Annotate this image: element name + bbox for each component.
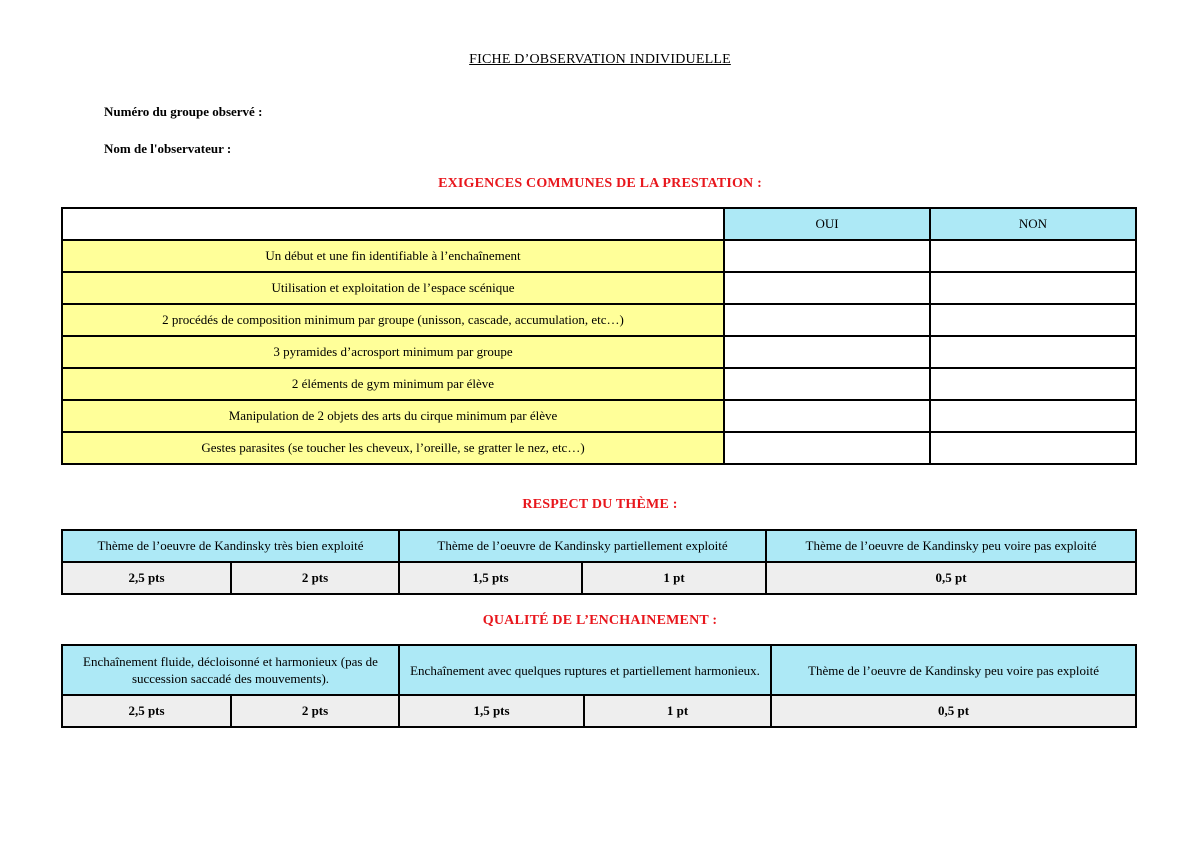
requirements-table [61,207,1137,465]
theme-table [61,529,1137,595]
no-checkbox-cell[interactable] [930,400,1136,432]
points-cell[interactable]: 2 pts [231,695,399,727]
no-column-header: NON [930,208,1136,240]
requirement-criterion: Un début et une fin identifiable à l’enchaînement [62,240,724,272]
requirement-row [62,304,1136,336]
points-cell[interactable]: 2,5 pts [62,562,231,594]
theme-section-title: RESPECT DU THÈME : [522,497,678,512]
no-checkbox-cell[interactable] [930,272,1136,304]
theme-points-row [62,562,1136,594]
quality-section-title: QUALITÉ DE L’ENCHAINEMENT : [482,613,718,628]
theme-header-row [62,530,1136,562]
observer-name-label: Nom de l'observateur : [104,141,232,156]
requirements-header-row [62,208,1136,240]
theme-level-header: Thème de l’oeuvre de Kandinsky partiellement exploité [399,530,766,562]
points-cell[interactable]: 2 pts [231,562,399,594]
document-title: FICHE D’OBSERVATION INDIVIDUELLE [469,52,731,67]
yes-checkbox-cell[interactable] [724,432,930,464]
no-checkbox-cell[interactable] [930,304,1136,336]
points-cell[interactable]: 1,5 pts [399,562,582,594]
points-cell[interactable]: 1 pt [584,695,771,727]
yes-checkbox-cell[interactable] [724,240,930,272]
quality-points-row [62,695,1136,727]
requirement-criterion: Utilisation et exploitation de l’espace scénique [62,272,724,304]
requirement-criterion: Manipulation de 2 objets des arts du cirque minimum par élève [62,400,724,432]
yes-column-header: OUI [724,208,930,240]
points-cell[interactable]: 1,5 pts [399,695,584,727]
no-checkbox-cell[interactable] [930,368,1136,400]
points-cell[interactable]: 0,5 pt [766,562,1136,594]
requirement-criterion: 2 éléments de gym minimum par élève [62,368,724,400]
requirement-criterion: Gestes parasites (se toucher les cheveux, l’oreille, se gratter le nez, etc…) [62,432,724,464]
yes-checkbox-cell[interactable] [724,336,930,368]
points-cell[interactable]: 0,5 pt [771,695,1136,727]
requirement-row [62,368,1136,400]
quality-table [61,644,1137,728]
empty-header-cell [62,208,724,240]
yes-checkbox-cell[interactable] [724,272,930,304]
yes-checkbox-cell[interactable] [724,304,930,336]
points-cell[interactable]: 2,5 pts [62,695,231,727]
quality-level-header: Enchaînement fluide, décloisonné et harmonieux (pas de succession saccadé des mouvements). [62,645,399,695]
requirements-section-title: EXIGENCES COMMUNES DE LA PRESTATION : [438,176,762,191]
no-checkbox-cell[interactable] [930,336,1136,368]
no-checkbox-cell[interactable] [930,432,1136,464]
requirement-criterion: 3 pyramides d’acrosport minimum par groupe [62,336,724,368]
group-number-label: Numéro du groupe observé : [104,104,263,119]
yes-checkbox-cell[interactable] [724,368,930,400]
requirement-row [62,400,1136,432]
points-cell[interactable]: 1 pt [582,562,766,594]
quality-level-header: Enchaînement avec quelques ruptures et partiellement harmonieux. [399,645,771,695]
theme-level-header: Thème de l’oeuvre de Kandinsky très bien exploité [62,530,399,562]
no-checkbox-cell[interactable] [930,240,1136,272]
requirement-row [62,432,1136,464]
requirement-criterion: 2 procédés de composition minimum par groupe (unisson, cascade, accumulation, etc…) [62,304,724,336]
requirement-row [62,240,1136,272]
requirement-row [62,336,1136,368]
requirement-row [62,272,1136,304]
yes-checkbox-cell[interactable] [724,400,930,432]
quality-level-header: Thème de l’oeuvre de Kandinsky peu voire pas exploité [771,645,1136,695]
theme-level-header: Thème de l’oeuvre de Kandinsky peu voire pas exploité [766,530,1136,562]
quality-header-row [62,645,1136,695]
